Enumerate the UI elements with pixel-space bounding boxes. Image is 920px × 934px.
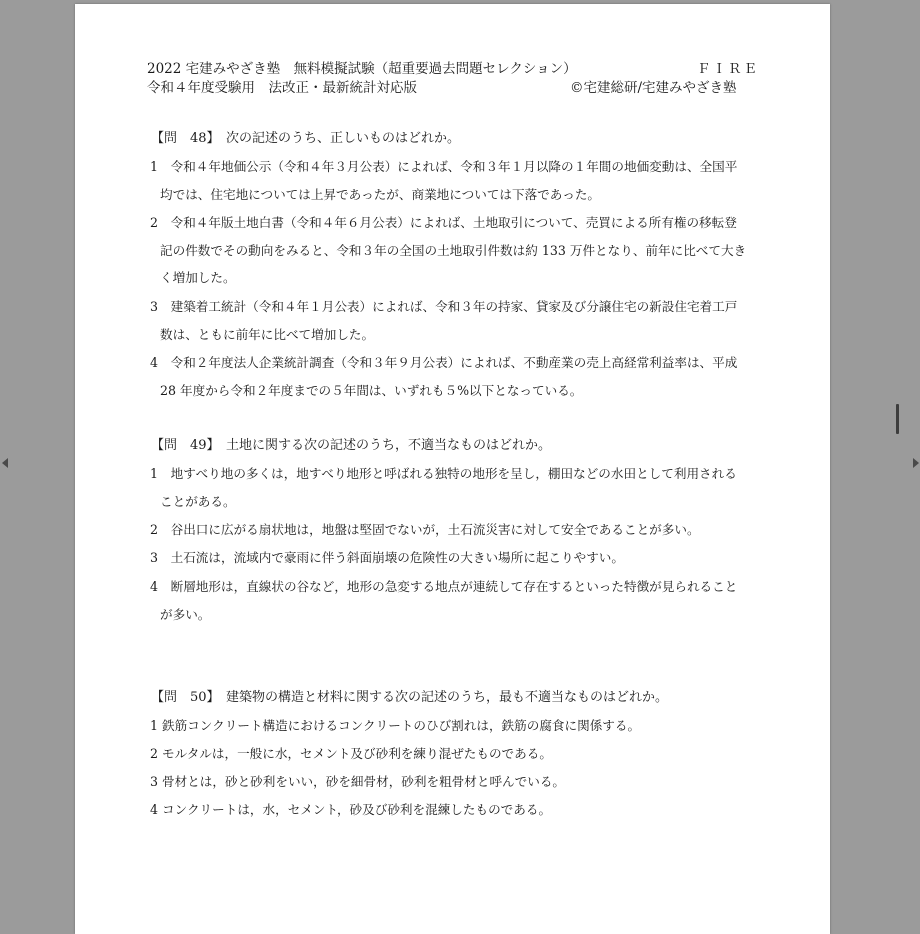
previous-page-arrow-icon[interactable] xyxy=(2,458,8,468)
question-49-heading: 【問 49】 土地に関する次の記述のうち，不適当なものはどれか。 xyxy=(151,438,552,453)
q50-choice-3: 3 骨材とは，砂と砂利をいい，砂を細骨材，砂利を粗骨材と呼んでいる。 xyxy=(150,774,566,789)
vertical-scrollbar-thumb[interactable] xyxy=(896,404,899,434)
q49-choice-4-line-2: が多い。 xyxy=(160,607,211,622)
question-50-heading: 【問 50】 建築物の構造と材料に関する次の記述のうち，最も不適当なものはどれか。 xyxy=(151,690,669,705)
q48-choice-2-line-1: 2 令和４年版土地白書（令和４年６月公表）によれば、土地取引について、売買による所有権の移転登 xyxy=(150,215,737,230)
question-48-heading: 【問 48】 次の記述のうち、正しいものはどれか。 xyxy=(151,131,461,146)
q48-choice-1-line-1: 1 令和４年地価公示（令和４年３月公表）によれば、令和３年１月以降の１年間の地価変動は、全国平 xyxy=(150,159,738,174)
q48-choice-4-line-2: 28 年度から令和２年度までの５年間は、いずれも５%以下となっている。 xyxy=(160,383,583,398)
q49-choice-3-line-1: 3 土石流は，流域内で豪雨に伴う斜面崩壊の危険性の大きい場所に起こりやすい。 xyxy=(150,550,624,565)
q48-choice-3-line-1: 3 建築着工統計（令和４年１月公表）によれば、令和３年の持家、貸家及び分譲住宅の新設住宅着工戸 xyxy=(150,299,738,314)
header-title: 2022 宅建みやざき塾 無料模擬試験（超重要過去問題セレクション） xyxy=(147,61,577,77)
q48-choice-2-line-2: 記の件数でその動向をみると、令和３年の全国の土地取引件数は約 133 万件となり、前年に比べて大き xyxy=(160,243,747,258)
q49-choice-2-line-1: 2 谷出口に広がる扇状地は，地盤は堅固でないが，土石流災害に対して安全であることが多い。 xyxy=(150,522,700,537)
q49-choice-4-line-1: 4 断層地形は，直線状の谷など，地形の急変する地点が連続して存在するといった特徴が見られること xyxy=(150,579,738,594)
q50-choice-1: 1 鉄筋コンクリート構造におけるコンクリートのひび割れは，鉄筋の腐食に関係する。 xyxy=(150,718,641,733)
header-copyright: ©宅建総研/宅建みやざき塾 xyxy=(570,80,737,96)
q48-choice-3-line-2: 数は、ともに前年に比べて増加した。 xyxy=(160,327,375,342)
q50-choice-2: 2 モルタルは，一般に水，セメント及び砂利を練り混ぜたものである。 xyxy=(150,746,552,761)
q48-choice-1-line-2: 均では、住宅地については上昇であったが、商業地については下落であった。 xyxy=(160,187,601,202)
q49-choice-1-line-2: ことがある。 xyxy=(160,494,236,509)
document-page xyxy=(75,4,830,934)
q48-choice-4-line-1: 4 令和２年度法人企業統計調査（令和３年９月公表）によれば、不動産業の売上高経常利益率は、平成 xyxy=(150,355,738,370)
next-page-arrow-icon[interactable] xyxy=(913,458,919,468)
header-edition: 令和４年度受験用 法改正・最新統計対応版 xyxy=(147,80,417,96)
q49-choice-1-line-1: 1 地すべり地の多くは，地すべり地形と呼ばれる独特の地形を呈し，棚田などの水田として利用される xyxy=(150,466,737,481)
q50-choice-4: 4 コンクリートは，水，セメント，砂及び砂利を混練したものである。 xyxy=(150,802,552,817)
q48-choice-2-line-3: く増加した。 xyxy=(160,270,236,285)
header-brand: ＦＩＲＥ xyxy=(697,61,759,77)
